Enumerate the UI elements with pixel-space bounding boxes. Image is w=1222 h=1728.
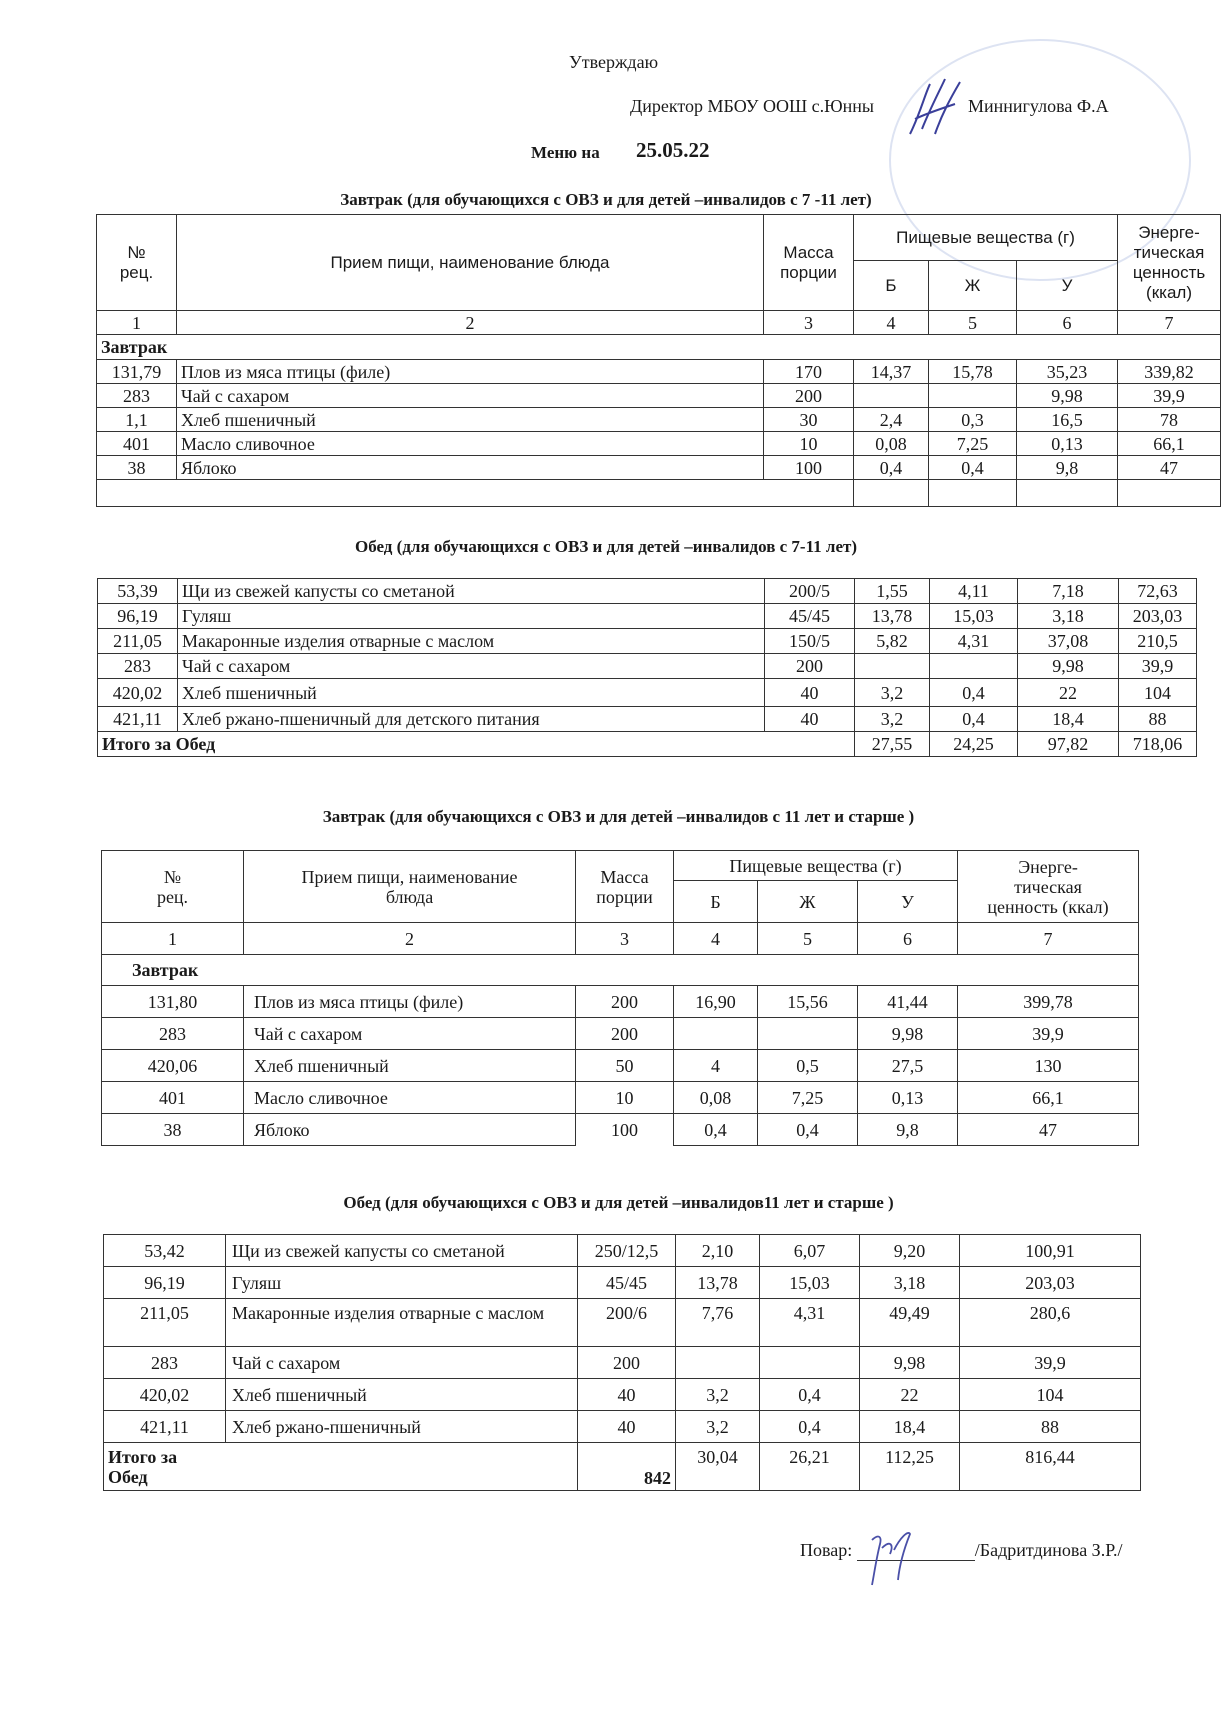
table-row: 401 Масло сливочное 10 0,08 7,25 0,13 66,1 bbox=[97, 432, 1221, 456]
cook-signature-line bbox=[800, 1540, 1122, 1561]
col-header-energy: Энерге- тическая ценность (ккал) bbox=[958, 851, 1139, 923]
col-header-b: Б bbox=[674, 881, 758, 923]
col-header-zh: Ж bbox=[929, 261, 1017, 311]
cook-signature-icon bbox=[860, 1520, 930, 1590]
table-row: 131,80 Плов из мяса птицы (филе) 200 16,90 15,56 41,44 399,78 bbox=[102, 986, 1139, 1018]
table-row: 38 Яблоко 100 0,4 0,4 9,8 47 bbox=[102, 1114, 1139, 1146]
col-header-u: У bbox=[1017, 261, 1118, 311]
col-header-dish: Прием пищи, наименование блюда bbox=[177, 215, 764, 311]
table-row: 53,42 Щи из свежей капусты со сметаной 250/12,5 2,10 6,07 9,20 100,91 bbox=[104, 1235, 1141, 1267]
table-row: 38 Яблоко 100 0,4 0,4 9,8 47 bbox=[97, 456, 1221, 480]
table-row: 420,02 Хлеб пшеничный 40 3,2 0,4 22 104 bbox=[104, 1379, 1141, 1411]
table-row: 1,1 Хлеб пшеничный 30 2,4 0,3 16,5 78 bbox=[97, 408, 1221, 432]
table-row: 53,39 Щи из свежей капусты со сметаной 200/5 1,55 4,11 7,18 72,63 bbox=[98, 579, 1197, 604]
table-row: 96,19 Гуляш 45/45 13,78 15,03 3,18 203,03 bbox=[98, 604, 1197, 629]
col-header-nutrients: Пищевые вещества (г) bbox=[854, 215, 1118, 261]
empty-row bbox=[97, 480, 1221, 507]
table-breakfast-7-11 bbox=[96, 214, 1221, 507]
table-row: 283 Чай с сахаром 200 9,98 39,9 bbox=[97, 384, 1221, 408]
table-breakfast-11-plus bbox=[101, 850, 1139, 1146]
approve-label: Утверждаю bbox=[569, 52, 659, 72]
cook-name: /Бадритдинова З.Р./ bbox=[974, 1540, 1123, 1560]
table-row: 401 Масло сливочное 10 0,08 7,25 0,13 66,1 bbox=[102, 1082, 1139, 1114]
table-lunch-11-plus bbox=[103, 1234, 1141, 1491]
col-header-u: У bbox=[858, 881, 958, 923]
section-title-breakfast-11-plus: Завтрак (для обучающихся с ОВЗ и для детей –инвалидов с 11 лет и старше ) bbox=[322, 807, 915, 826]
table-row: 96,19 Гуляш 45/45 13,78 15,03 3,18 203,03 bbox=[104, 1267, 1141, 1299]
col-header-b: Б bbox=[854, 261, 929, 311]
menu-label: Меню на bbox=[531, 143, 600, 162]
col-header-num: № рец. bbox=[102, 851, 244, 923]
table-lunch-7-11 bbox=[97, 578, 1197, 757]
group-label: Завтрак bbox=[97, 335, 1221, 360]
col-header-energy: Энерге- тическая ценность (ккал) bbox=[1118, 215, 1221, 311]
col-header-mass: Масса порции bbox=[576, 851, 674, 923]
menu-date: 25.05.22 bbox=[636, 138, 710, 162]
col-header-dish: Прием пищи, наименование блюда bbox=[244, 851, 576, 923]
total-row: Итого за Обед 842 30,04 26,21 112,25 816,44 bbox=[104, 1443, 1141, 1491]
total-label: Итого за Обед bbox=[104, 1443, 578, 1491]
col-header-nutrients: Пищевые вещества (г) bbox=[674, 851, 958, 881]
table-row: 211,05 Макаронные изделия отварные с маслом 200/6 7,76 4,31 49,49 280,6 bbox=[104, 1299, 1141, 1347]
total-row: Итого за Обед 27,55 24,25 97,82 718,06 bbox=[98, 732, 1197, 757]
table-row: 421,11 Хлеб ржано-пшеничный 40 3,2 0,4 18,4 88 bbox=[104, 1411, 1141, 1443]
total-mass: 842 bbox=[578, 1443, 676, 1491]
director-signature-icon bbox=[900, 74, 970, 144]
section-title-lunch-7-11: Обед (для обучающихся с ОВЗ и для детей –инвалидов с 7-11 лет) bbox=[354, 537, 857, 556]
table-row: 283 Чай с сахаром 200 9,98 39,9 bbox=[104, 1347, 1141, 1379]
table-row: 283 Чай с сахаром 200 9,98 39,9 bbox=[102, 1018, 1139, 1050]
col-header-num: № рец. bbox=[97, 215, 177, 311]
table-row: 131,79 Плов из мяса птицы (филе) 170 14,37 15,78 35,23 339,82 bbox=[97, 360, 1221, 384]
table-row: 211,05 Макаронные изделия отварные с маслом 150/5 5,82 4,31 37,08 210,5 bbox=[98, 629, 1197, 654]
index-row: 1 2 3 4 5 6 7 bbox=[102, 923, 1139, 955]
col-header-mass: Масса порции bbox=[764, 215, 854, 311]
section-title-breakfast-7-11: Завтрак (для обучающихся с ОВЗ и для детей –инвалидов с 7 -11 лет) bbox=[340, 190, 872, 209]
director-name: Миннигулова Ф.А bbox=[968, 96, 1109, 116]
index-row: 1 2 3 4 5 6 7 bbox=[97, 311, 1221, 335]
table-row: 283 Чай с сахаром 200 9,98 39,9 bbox=[98, 654, 1197, 679]
col-header-zh: Ж bbox=[758, 881, 858, 923]
director-title: Директор МБОУ ООШ с.Юнны bbox=[630, 96, 874, 116]
group-label: Завтрак bbox=[102, 955, 1139, 986]
cook-label: Повар: bbox=[800, 1540, 853, 1560]
section-title-lunch-11-plus: Обед (для обучающихся с ОВЗ и для детей –инвалидов11 лет и старше ) bbox=[343, 1193, 894, 1212]
table-row: 420,02 Хлеб пшеничный 40 3,2 0,4 22 104 bbox=[98, 679, 1197, 707]
table-row: 420,06 Хлеб пшеничный 50 4 0,5 27,5 130 bbox=[102, 1050, 1139, 1082]
table-row: 421,11 Хлеб ржано-пшеничный для детского питания 40 3,2 0,4 18,4 88 bbox=[98, 707, 1197, 732]
